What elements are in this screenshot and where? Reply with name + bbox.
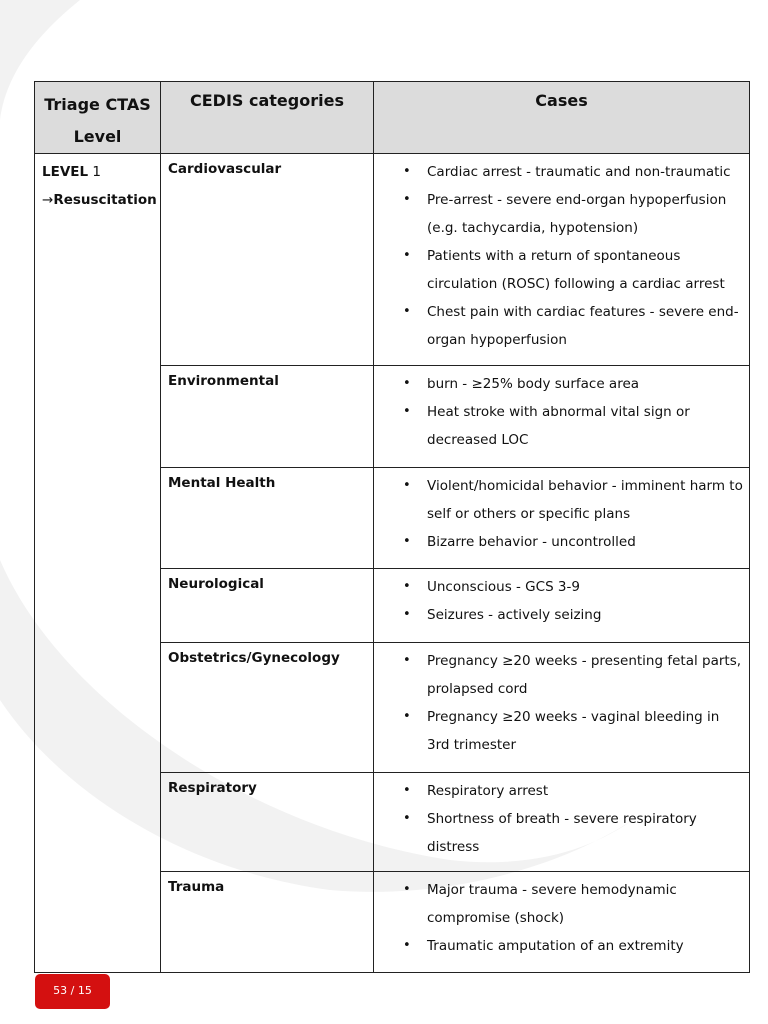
table-row: [35, 154, 750, 366]
page-number-badge: 53 / 15: [35, 974, 110, 1009]
bullet-icon: •: [403, 938, 411, 953]
case-list-item: [403, 876, 743, 932]
case-text: Heat stroke with abnormal vital sign or decreased LOC: [427, 404, 690, 448]
bullet-icon: •: [403, 192, 411, 207]
case-list-item: [403, 370, 743, 398]
case-text: Violent/homicidal behavior - imminent harm to self or others or specific plans: [427, 478, 743, 522]
case-list-item: [403, 777, 743, 805]
case-text: Pregnancy ≥20 weeks - vaginal bleeding in 3rd trimester: [427, 709, 720, 753]
case-list-item: [403, 298, 743, 354]
cases-list: [374, 158, 743, 354]
bullet-icon: •: [403, 376, 411, 391]
bullet-icon: •: [403, 404, 411, 419]
cases-list: [374, 370, 743, 454]
header-cedis-categories: CEDIS categories: [161, 82, 374, 154]
category-cell: Respiratory: [161, 773, 374, 872]
level-cell: [35, 154, 161, 973]
bullet-icon: •: [403, 709, 411, 724]
case-list-item: [403, 805, 743, 861]
case-list-item: [403, 398, 743, 454]
case-text: Patients with a return of spontaneous circulation (ROSC) following a cardiac arrest: [427, 248, 725, 292]
cases-cell: [374, 154, 750, 366]
bullet-icon: •: [403, 304, 411, 319]
bullet-icon: •: [403, 248, 411, 263]
cases-list: [374, 472, 743, 556]
bullet-icon: •: [403, 783, 411, 798]
table-header-row: [35, 82, 750, 154]
case-list-item: [403, 472, 743, 528]
bullet-icon: •: [403, 607, 411, 622]
category-cell: Cardiovascular: [161, 154, 374, 366]
case-text: Shortness of breath - severe respiratory distress: [427, 811, 697, 855]
case-list-item: [403, 573, 743, 601]
cases-cell: [374, 366, 750, 468]
level-name: →Resuscitation: [42, 192, 157, 208]
arrow-icon: →: [42, 192, 54, 208]
category-cell: Environmental: [161, 366, 374, 468]
case-text: burn - ≥25% body surface area: [427, 376, 640, 392]
case-text: Chest pain with cardiac features - severe end-organ hypoperfusion: [427, 304, 739, 348]
category-cell: Trauma: [161, 872, 374, 973]
case-text: Pregnancy ≥20 weeks - presenting fetal parts, prolapsed cord: [427, 653, 742, 697]
header-triage-ctas-level: Triage CTAS Level: [35, 82, 161, 154]
cases-cell: [374, 773, 750, 872]
cases-list: [374, 573, 743, 629]
cases-list: [374, 647, 743, 759]
case-list-item: [403, 601, 743, 629]
case-text: Bizarre behavior - uncontrolled: [427, 534, 636, 550]
level-number: LEVEL 1: [42, 164, 101, 180]
header-cases: Cases: [374, 82, 750, 154]
ctas-triage-table: [34, 81, 750, 973]
case-list-item: [403, 158, 743, 186]
bullet-icon: •: [403, 534, 411, 549]
case-text: Pre-arrest - severe end-organ hypoperfusion (e.g. tachycardia, hypotension): [427, 192, 727, 236]
bullet-icon: •: [403, 811, 411, 826]
case-text: Respiratory arrest: [427, 783, 549, 799]
category-cell: Mental Health: [161, 468, 374, 569]
case-list-item: [403, 186, 743, 242]
bullet-icon: •: [403, 653, 411, 668]
case-text: Major trauma - severe hemodynamic compromise (shock): [427, 882, 677, 926]
case-text: Cardiac arrest - traumatic and non-traumatic: [427, 164, 731, 180]
category-cell: Neurological: [161, 569, 374, 643]
cases-cell: [374, 569, 750, 643]
case-text: Seizures - actively seizing: [427, 607, 602, 623]
cases-cell: [374, 872, 750, 973]
case-list-item: [403, 703, 743, 759]
bullet-icon: •: [403, 882, 411, 897]
case-list-item: [403, 242, 743, 298]
case-list-item: [403, 932, 743, 960]
case-list-item: [403, 647, 743, 703]
bullet-icon: •: [403, 478, 411, 493]
bullet-icon: •: [403, 579, 411, 594]
category-cell: Obstetrics/Gynecology: [161, 643, 374, 773]
cases-cell: [374, 468, 750, 569]
cases-cell: [374, 643, 750, 773]
cases-list: [374, 777, 743, 861]
bullet-icon: •: [403, 164, 411, 179]
cases-list: [374, 876, 743, 960]
case-text: Unconscious - GCS 3-9: [427, 579, 580, 595]
case-text: Traumatic amputation of an extremity: [427, 938, 684, 954]
case-list-item: [403, 528, 743, 556]
